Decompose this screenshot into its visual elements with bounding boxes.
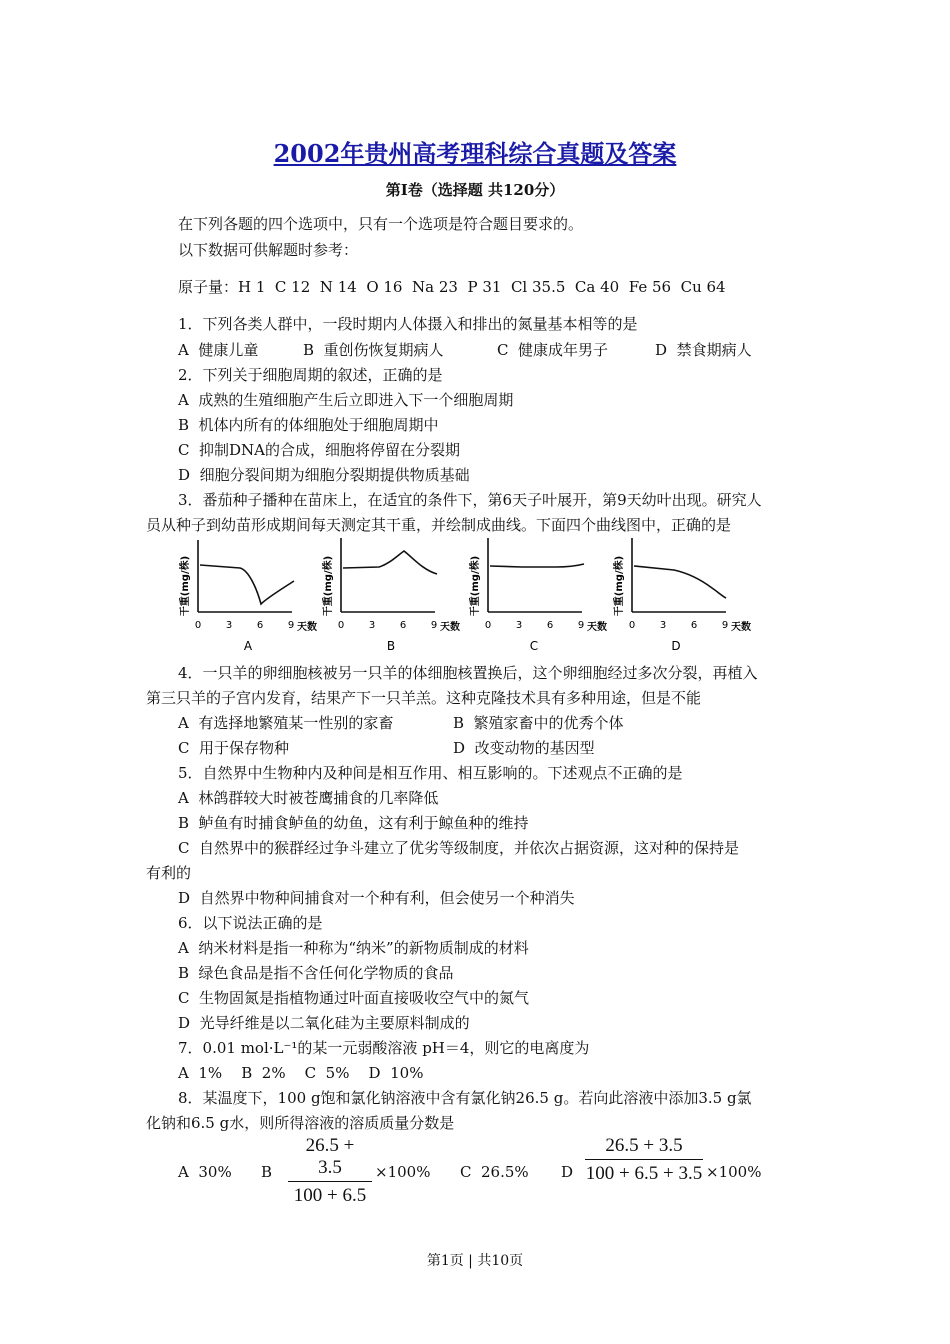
y-axis-label: 干重(mg/株) (614, 555, 625, 617)
question-stem: 8．某温度下，100 g饱和氯化钠溶液中含有氯化钠26.5 g。若向此溶液中添加3.5 g氯 (178, 1089, 752, 1107)
question-stem: 7．0.01 mol·L⁻¹的某一元弱酸溶液 pH＝4，则它的电离度为 (178, 1039, 590, 1057)
y-axis-label: 干重(mg/株) (470, 555, 481, 617)
y-axis-label: 干重(mg/株) (323, 555, 334, 617)
curve-c (490, 564, 584, 567)
percent-suffix: ×100% (375, 1163, 431, 1181)
option: A 有选择地繁殖某一性别的家畜 (178, 714, 394, 732)
x-axis-label: 天数 (440, 622, 460, 633)
x-axis-label: 天数 (587, 622, 607, 633)
question-stem: 1．下列各类人群中，一段时期内人体摄入和排出的氮量基本相等的是 (178, 315, 638, 333)
growth-curve-figures (170, 534, 770, 656)
question-stem: 6．以下说法正确的是 (178, 914, 323, 932)
option: D 光导纤维是以二氧化硅为主要原料制成的 (178, 1014, 470, 1032)
option: D 禁食期病人 (655, 341, 752, 359)
graph-a (178, 540, 317, 653)
option: D 自然界中物种间捕食对一个种有利，但会使另一个种消失 (178, 889, 575, 907)
x-tick: 6 (256, 620, 264, 631)
denominator: 100 + 6.5 + 3.5 (585, 1163, 703, 1184)
option: A 林鸽群较大时被苍鹰捕食的几率降低 (178, 789, 439, 807)
option: C 健康成年男子 (497, 341, 609, 359)
x-tick: 9 (430, 620, 438, 631)
intro-line: 在下列各题的四个选项中，只有一个选项是符合题目要求的。 (178, 215, 584, 233)
question-stem: 3．番茄种子播种在苗床上，在适宜的条件下，第6天子叶展开，第9天幼叶出现。研究人 (178, 491, 762, 509)
x-tick: 3 (659, 620, 667, 631)
option: C 26.5% (460, 1163, 529, 1181)
x-tick: 9 (577, 620, 585, 631)
graph-b (321, 538, 460, 653)
option: A 30% (178, 1163, 232, 1181)
option: A 成熟的生殖细胞产生后立即进入下一个细胞周期 (178, 391, 514, 409)
graph-caption: A (243, 639, 253, 653)
curve-d (634, 566, 726, 598)
graph-c (468, 538, 607, 653)
atomic-mass-line: 原子量：H 1 C 12 N 14 O 16 Na 23 P 31 Cl 35.5 Ca 40 Fe 56 Cu 64 (178, 278, 726, 296)
option: C 自然界中的猴群经过争斗建立了优劣等级制度，并依次占据资源，这对种的保持是 (178, 839, 740, 857)
fraction-b (288, 1135, 372, 1207)
graph-d (612, 538, 751, 653)
question-stem-cont: 第三只羊的子宫内发育，结果产下一只羊羔。这种克隆技术具有多种用途，但是不能 (146, 689, 702, 707)
x-tick: 0 (194, 620, 202, 631)
section-title: 第Ⅰ卷（选择题 共120分） (385, 181, 565, 199)
option-label: D (561, 1163, 574, 1181)
x-tick: 0 (628, 620, 636, 631)
fraction-d (585, 1135, 703, 1185)
option-label: B (261, 1163, 273, 1181)
percent-suffix: ×100% (706, 1163, 762, 1181)
x-tick: 0 (484, 620, 492, 631)
option: B 重创伤恢复期病人 (303, 341, 444, 359)
question-stem: 5．自然界中生物种内及种间是相互作用、相互影响的。下述观点不正确的是 (178, 764, 683, 782)
option: A 健康儿童 (178, 341, 259, 359)
option-row: A 1% B 2% C 5% D 10% (178, 1064, 424, 1082)
option: B 鲈鱼有时捕食鲈鱼的幼鱼，这有利于鲸鱼种的维持 (178, 814, 529, 832)
option: D 细胞分裂间期为细胞分裂期提供物质基础 (178, 466, 470, 484)
page-footer: 第1页 | 共10页 (426, 1253, 524, 1269)
option: B 绿色食品是指不含任何化学物质的食品 (178, 964, 454, 982)
x-tick: 9 (721, 620, 729, 631)
intro-line: 以下数据可供解题时参考： (178, 241, 359, 259)
x-tick: 3 (225, 620, 233, 631)
x-axis-label: 天数 (731, 622, 751, 633)
graph-caption: C (529, 639, 539, 653)
option-cont: 有利的 (146, 864, 192, 882)
option: C 生物固氮是指植物通过叶面直接吸收空气中的氮气 (178, 989, 530, 1007)
option: C 抑制DNA的合成，细胞将停留在分裂期 (178, 441, 460, 459)
option: B 机体内所有的体细胞处于细胞周期中 (178, 416, 439, 434)
x-tick: 0 (337, 620, 345, 631)
graph-caption: B (386, 639, 396, 653)
x-tick: 6 (546, 620, 554, 631)
x-tick: 3 (515, 620, 523, 631)
x-tick: 6 (399, 620, 407, 631)
x-tick: 3 (368, 620, 376, 631)
x-axis-label: 天数 (297, 622, 317, 633)
question-stem-cont: 员从种子到幼苗形成期间每天测定其干重，并绘制成曲线。下面四个曲线图中，正确的是 (146, 516, 732, 534)
page-title[interactable]: 2002年贵州高考理科综合真题及答案 (273, 139, 677, 168)
y-axis-label: 干重(mg/株) (180, 555, 191, 617)
graph-caption: D (671, 639, 681, 653)
question-stem-cont: 化钠和6.5 g水，则所得溶液的溶质质量分数是 (146, 1114, 455, 1132)
denominator: 100 + 6.5 (293, 1185, 367, 1206)
question-stem: 2．下列关于细胞周期的叙述，正确的是 (178, 366, 443, 384)
option: C 用于保存物种 (178, 739, 290, 757)
numerator: 26.5 + 3.5 (305, 1135, 355, 1178)
curve-a (200, 565, 294, 604)
option: D 改变动物的基因型 (453, 739, 595, 757)
numerator: 26.5 + 3.5 (605, 1135, 683, 1156)
x-tick: 9 (287, 620, 295, 631)
option: B 繁殖家畜中的优秀个体 (453, 714, 624, 732)
x-tick: 6 (690, 620, 698, 631)
curve-b (343, 551, 437, 574)
question-stem: 4．一只羊的卵细胞核被另一只羊的体细胞核置换后，这个卵细胞经过多次分裂，再植入 (178, 664, 758, 682)
option: A 纳米材料是指一种称为“纳米”的新物质制成的材料 (178, 939, 529, 957)
